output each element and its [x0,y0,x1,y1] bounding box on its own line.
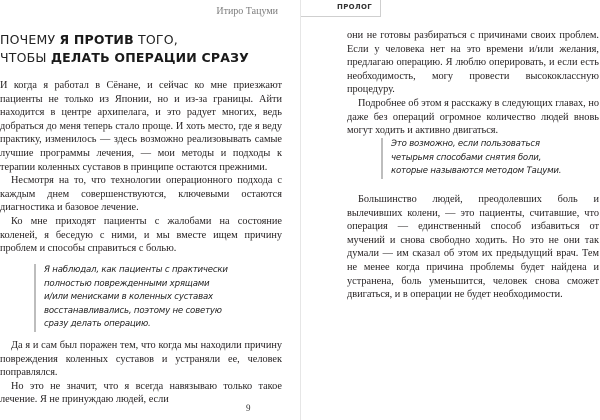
paragraph: Несмотря на то, что технологии операционного подхода с каждым днем совершенствуются, ключевыми остаются диагностика и базовое лечение. [0,175,282,214]
paragraph: Большинство людей, преодолевших боль и вылечивших колени, — это пациенты, считавшие, что операция — единственный способ избавиться от мучений и снова свободно ходить. Но это не они так думали — им сказал об этом их предыдущий врач. Тем не менее когда причина проблемы будет найдена и устранена, боль уменьшится, человек снова сможет двигаться, и в операции не будет необходимости. [347,194,599,301]
chapter-title-line-2 [0,49,290,67]
section-tab: ПРОЛОГ [301,0,381,17]
quote-line: Я наблюдал, как пациенты с практически [44,265,228,275]
quote-line: сразу делать операцию. [44,319,151,329]
quote-line: полностью поврежденными хрящами [44,278,210,289]
body-text-top [347,29,599,138]
paragraph: И когда я работал в Сёнане, и сейчас ко мне приезжают пациенты не только из Японии, но и из-за границы. Айти находится в центре архипелага, и это радует многих, ведь добраться до меня теперь стало проще. И хоть место, где я веду практику, изменилось — здесь возможно реализовывать самые лучшие программы лечения, — мои методы и подходы к терапии коленных суставов в принципе остаются прежними. [0,80,282,173]
title-bold-text: Я ПРОТИВ [59,32,134,47]
quote-line: Это возможно, если пользоваться [391,139,540,149]
page-number: 9 [246,403,251,413]
body-text-bottom [0,339,282,407]
running-head-author: Итиро Тацуми [216,6,278,17]
paragraph: Но это не значит, что я всегда навязываю только такое лечение. Я не принуждаю людей, если [0,380,282,406]
body-text-top [0,79,282,256]
title-light-text: ТОГО, [133,32,178,47]
paragraph: Ко мне приходят пациенты с жалобами на состояние коленей, я беседую с ними, и мы вместе ищем причину проблем и способы справиться с болью. [0,215,282,255]
title-light-text: ЧТОБЫ [0,50,51,65]
pull-quote [34,264,228,332]
paragraph: они не готовы разбираться с причинами своих проблем. Если у человека нет на это времени и/или желания, предлагаю операцию. Я люблю оперировать, и если есть необходимость, могу провести высококлассную процедуру. [347,30,599,96]
title-bold-text: ДЕЛАТЬ ОПЕРАЦИИ СРАЗУ [50,50,250,65]
quote-line: которые называются методом Тацуми. [391,166,562,176]
right-page [300,0,600,420]
title-light-text: ПОЧЕМУ [0,32,60,47]
paragraph: Да я и сам был поражен тем, что когда мы находили причину повреждения коленных суставов и устраняли ее, человек поправлялся. [0,340,282,379]
chapter-title-line-1 [0,31,290,49]
quote-line: восстанавливались, поэтому не советую [44,305,222,316]
quote-line: и/или менисками в коленных суставах [44,292,213,302]
paragraph: Подробнее об этом я расскажу в следующих главах, но даже без операций огромное количество людей вновь могут ходить и активно двигаться. [347,97,599,137]
chapter-title [0,31,290,67]
quote-line: четырьмя способами снятия боли, [391,152,542,163]
pull-quote [381,138,561,179]
body-text-bottom [347,193,599,302]
